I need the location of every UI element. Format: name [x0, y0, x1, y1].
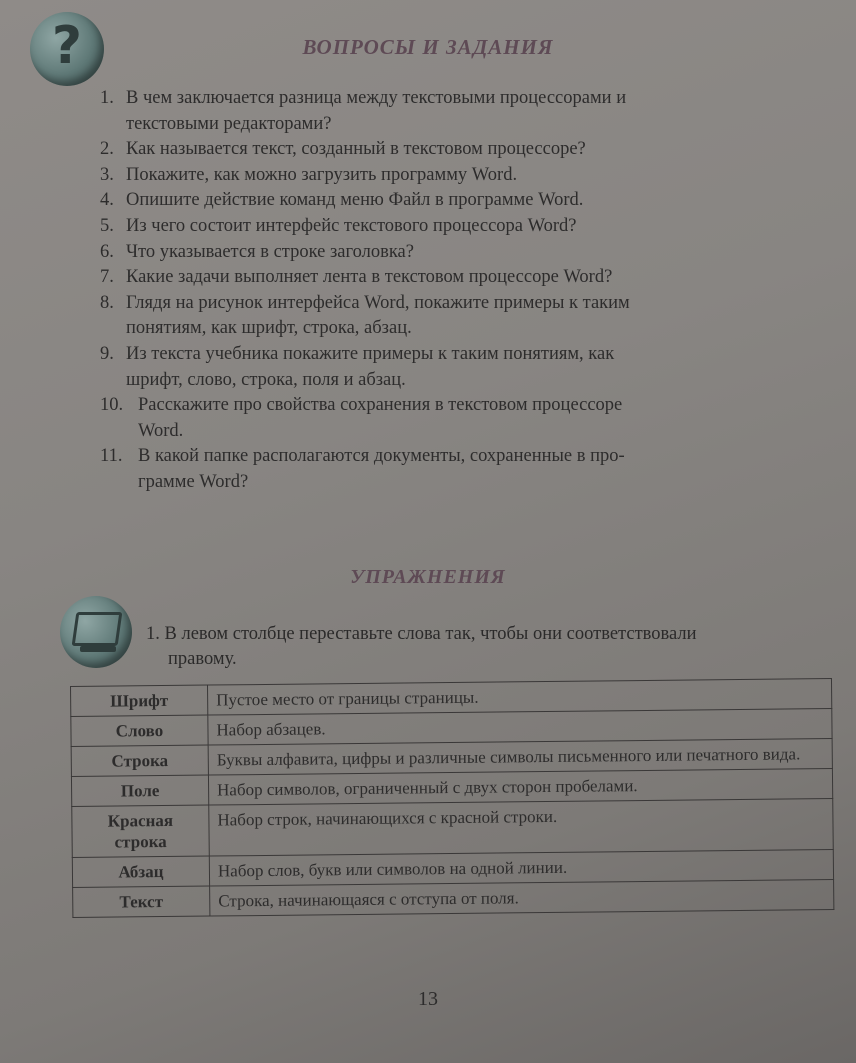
definition-cell: Строка, начинающаяся с отступа от поля.	[210, 880, 834, 917]
question-item: 6. Что указывается в строке заголовка?	[100, 241, 414, 262]
exercises-title: УПРАЖНЕНИЯ	[350, 566, 506, 588]
question-item: 4. Опишите действие команд меню Файл в программе Word.	[100, 190, 584, 211]
question-item: 9. Из текста учебника покажите примеры к таким понятиям, как шрифт, слово, строка, поля и абзац.	[100, 343, 615, 390]
term-cell: Слово	[71, 715, 208, 746]
page-number: 13	[418, 988, 438, 1010]
term-cell: Поле	[71, 775, 208, 806]
question-item: 8. Глядя на рисунок интерфейса Word, покажите примеры к таким понятиям, как шрифт, строка, абзац.	[100, 292, 630, 339]
definition-cell: Буквы алфавита, цифры и различные символы письменного или печатного вида.	[208, 739, 832, 776]
term-cell: Красная строка	[72, 805, 210, 857]
computer-icon	[60, 596, 132, 668]
question-item: 10. Расскажите про свойства сохранения в текстовом процессоре Word.	[100, 395, 623, 441]
section-title: ВОПРОСЫ И ЗАДАНИЯ	[302, 35, 554, 59]
term-cell: Текст	[73, 886, 210, 917]
matching-table	[70, 678, 834, 918]
question-item: 3. Покажите, как можно загрузить программу Word.	[100, 164, 518, 185]
definition-cell: Набор строк, начинающихся с красной строки.	[209, 799, 833, 857]
exercise-text: 1. В левом столбце переставьте слова так, чтобы они соответствовали правому.	[146, 624, 697, 669]
term-cell: Шрифт	[71, 685, 208, 716]
question-item: 5. Из чего состоит интерфейс текстового процессора Word?	[100, 215, 577, 236]
term-cell: Строка	[71, 745, 208, 776]
question-item: 7. Какие задачи выполняет лента в текстовом процессоре Word?	[100, 267, 613, 288]
questions-list	[100, 86, 820, 496]
term-cell: Абзац	[72, 856, 209, 887]
definition-cell: Набор абзацев.	[208, 709, 832, 746]
question-item: 1. В чем заключается разница между текстовыми процессорами и текстовыми редакторами?	[100, 88, 627, 134]
question-mark-icon: ?	[30, 12, 104, 86]
question-item: 11. В какой папке располагаются документы, сохраненные в про- грамме Word?	[100, 446, 625, 492]
question-item: 2. Как называется текст, созданный в текстовом процессоре?	[100, 139, 586, 160]
definition-cell: Набор символов, ограниченный с двух сторон пробелами.	[208, 769, 832, 806]
table-row	[72, 799, 833, 858]
definition-cell: Пустое место от границы страницы.	[207, 679, 831, 716]
definition-cell: Набор слов, букв или символов на одной линии.	[209, 850, 833, 887]
